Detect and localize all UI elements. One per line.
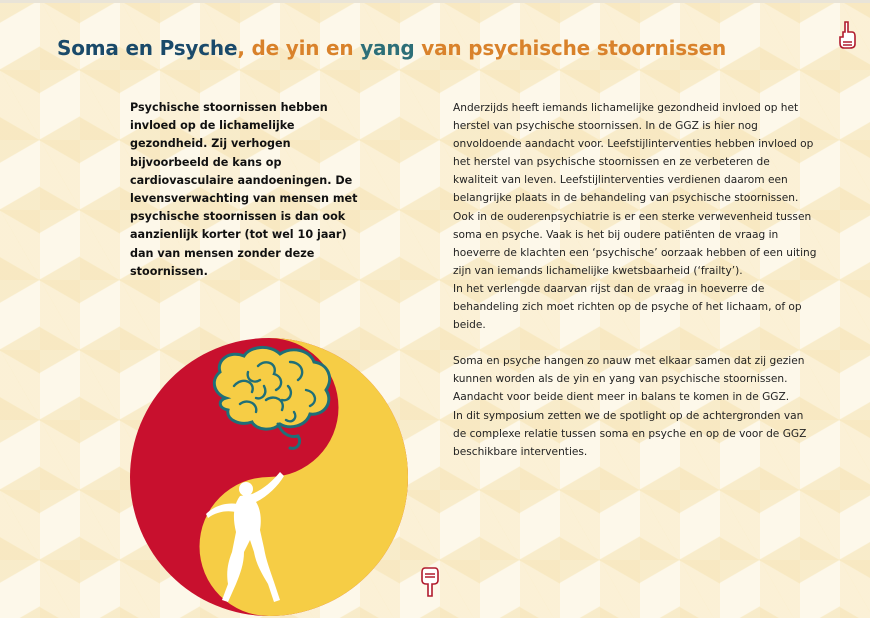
yin-yang-brain-body-illustration — [128, 336, 410, 618]
body-paragraph-2b: In dit symposium zetten we de spotlight op de achtergronden van de complexe relatie tussen soma en psyche en op de voor de GGZ beschikbare interventies. — [453, 409, 807, 458]
title-part-yang: yang — [360, 36, 415, 60]
body-paragraph-2a: Soma en psyche hangen zo nauw met elkaar samen dat zij gezien kunnen worden als de yin en yang van psychische stoornissen. Aandacht voor beide dient meer in balans te komen in de GGZ. — [453, 355, 805, 404]
body-paragraph-1 — [453, 99, 818, 334]
title-part-soma-psyche: Soma en Psyche — [57, 36, 238, 60]
body-text — [453, 99, 818, 461]
top-rule — [0, 0, 870, 3]
page-title — [57, 36, 726, 60]
body-paragraph-1a: Anderzijds heeft iemands lichamelijke gezondheid invloed op het herstel van psychische stoornissen. In de GGZ is hier nog onvoldoende aandacht voor. Leefstijlinterventies hebben invloed op het herstel van psychische stoornissen en ze verbeteren de kwaliteit van leven. Leefstijlinterventies verdienen daarom een belangrijke plaats in de behandeling van psychische stoornissen. Ook in de ouderenpsychiatrie is er een sterke verwevenheid tussen soma en psyche. Vaak is het bij oudere patiënten de vraag in hoeverre de klachten een ‘psychische’ oorzaak hebben of een uiting zijn van iemands lichamelijke kwetsbaarheid (‘frailty’). — [453, 102, 817, 277]
pointing-hand-icon — [836, 20, 858, 50]
intro-paragraph: Psychische stoornissen hebben invloed op de lichamelijke gezondheid. Zij verhogen bijvoorbeeld de kans op cardiovasculaire aandoeningen. De levensverwachting van mensen met psychische stoornissen is dan ook aanzienlijk korter (tot wel 10 jaar) dan van mensen zonder deze stoornissen. — [130, 101, 358, 278]
title-part-rest: van psychische stoornissen — [414, 36, 727, 60]
pointing-hand-down-icon — [419, 566, 441, 598]
body-paragraph-1b: In het verlengde daarvan rijst dan de vraag in hoeverre de behandeling zich moet richten op de psyche of het lichaam, of op beide. — [453, 282, 802, 332]
title-part-yin: , de yin en — [237, 36, 361, 60]
body-paragraph-2 — [453, 352, 818, 461]
